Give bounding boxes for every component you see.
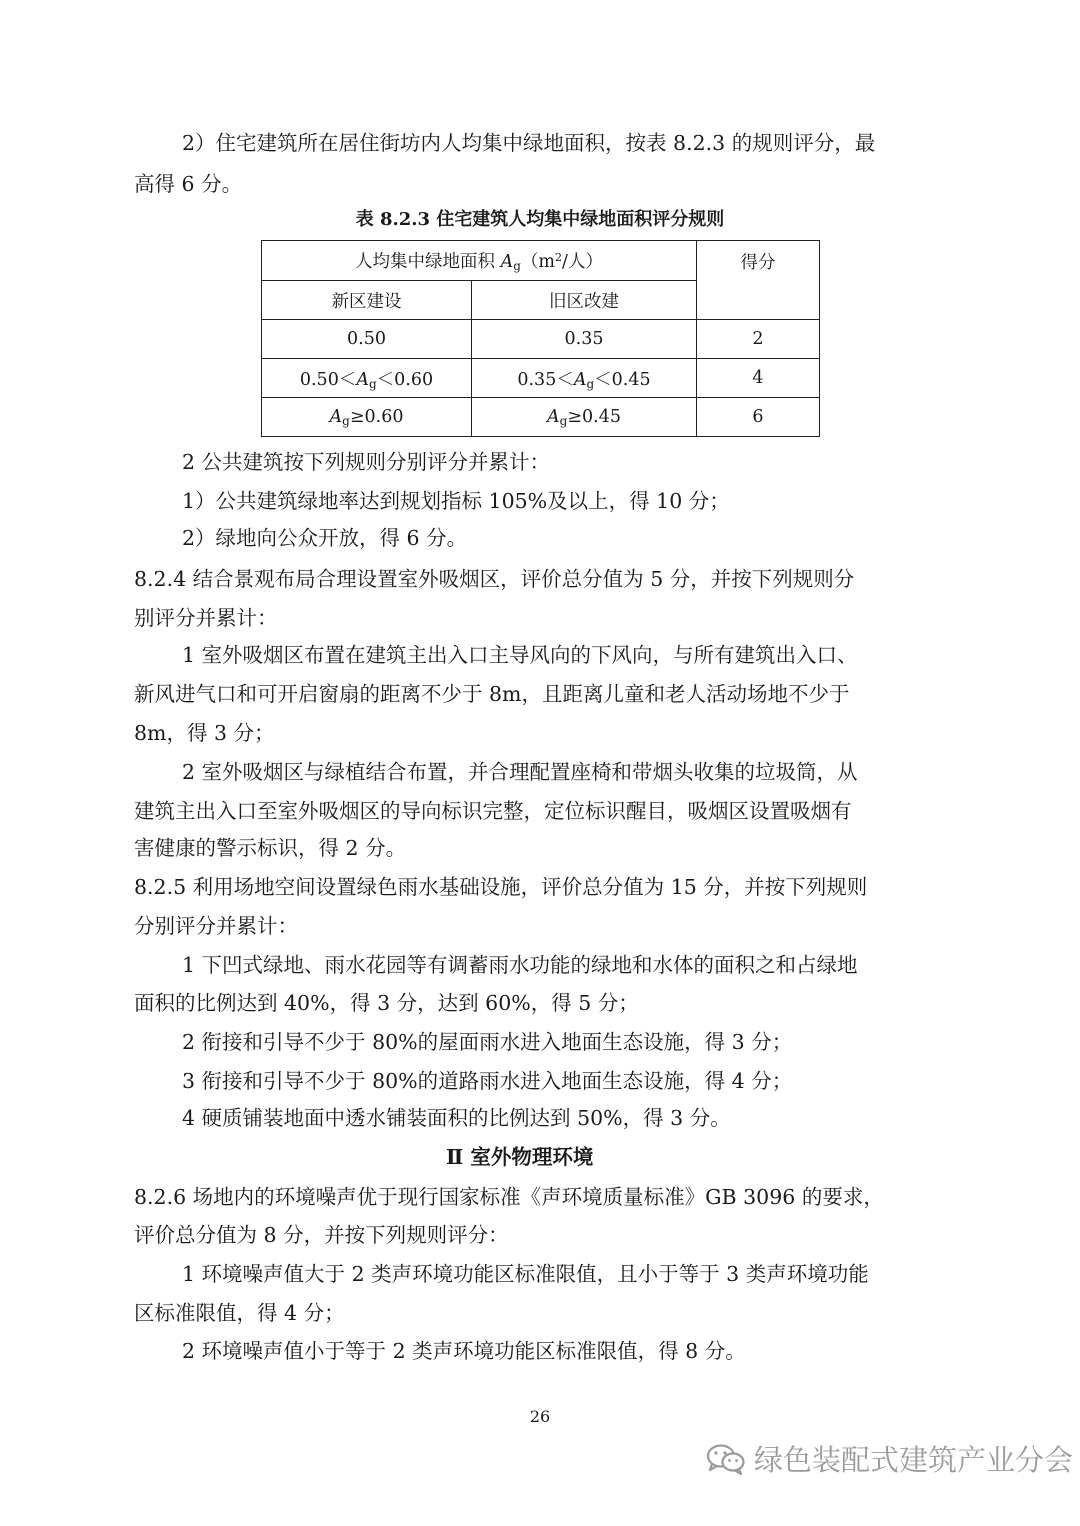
- table-cell: $A_g\ge 0.45$: [472, 398, 697, 437]
- table-row: [262, 398, 820, 437]
- paragraph-line: 2 公共建筑按下列规则分别评分并累计：: [182, 450, 551, 474]
- table-cell: $A_g\ge 0.60$: [262, 398, 472, 437]
- paragraph-line: 新风进气口和可开启窗扇的距离不少于 8m，且距离儿童和老人活动场地不少于: [134, 682, 850, 706]
- paragraph-line: 1 环境噪声值大于 2 类声环境功能区标准限值，且小于等于 3 类声环境功能: [182, 1262, 869, 1286]
- header-new-cell: 新区建设: [262, 281, 472, 320]
- section-heading: Ⅱ 室外物理环境: [446, 1145, 594, 1169]
- paragraph-line: 区标准限值，得 4 分；: [134, 1301, 345, 1325]
- table-cell: 0.50: [262, 320, 472, 359]
- paragraph-line: 8m，得 3 分；: [134, 721, 275, 745]
- header-old-cell: 旧区改建: [472, 281, 697, 320]
- paragraph-line: 分别评分并累计：: [134, 914, 298, 938]
- clause-heading: 8.2.4 结合景观布局合理设置室外吸烟区，评价总分值为 5 分，并按下列规则分: [134, 567, 855, 591]
- clause-heading: 8.2.6 场地内的环境噪声优于现行国家标准《声环境质量标准》GB 3096 的要求，: [134, 1185, 884, 1209]
- paragraph-line: 高得 6 分。: [134, 172, 243, 196]
- watermark-text: 绿色装配式建筑产业分会: [754, 1443, 1074, 1477]
- paragraph-line: 2）绿地向公众开放，得 6 分。: [182, 526, 468, 550]
- paragraph-line: 4 硬质铺装地面中透水铺装面积的比例达到 50%，得 3 分。: [182, 1106, 731, 1130]
- paragraph-line: 1）公共建筑绿地率达到规划指标 105%及以上，得 10 分；: [182, 489, 730, 513]
- paragraph-line: 2）住宅建筑所在居住街坊内人均集中绿地面积，按表 8.2.3 的规则评分，最: [182, 131, 876, 155]
- paragraph-line: 1 室外吸烟区布置在建筑主出入口主导风向的下风向，与所有建筑出入口、: [182, 643, 858, 667]
- table-cell: 2: [697, 320, 820, 359]
- table-caption: 表 8.2.3 住宅建筑人均集中绿地面积评分规则: [355, 209, 725, 230]
- paragraph-line: 评价总分值为 8 分，并按下列规则评分：: [134, 1223, 509, 1247]
- score-table: [261, 240, 820, 437]
- watermark: [706, 1438, 1073, 1479]
- page-number: 26: [529, 1407, 551, 1426]
- table-cell: $0.50<A_g<0.60$: [262, 359, 472, 398]
- header-area-cell: 人均集中绿地面积 $A_g(m^2/$人）: [262, 241, 697, 281]
- table-cell: $0.35<A_g<0.45$: [472, 359, 697, 398]
- table-cell: 6: [697, 398, 820, 437]
- paragraph-line: 别评分并累计：: [134, 606, 278, 630]
- header-score-cell: 得分: [697, 241, 820, 320]
- table-cell: 4: [697, 359, 820, 398]
- table-row: [262, 359, 820, 398]
- paragraph-line: 3 衔接和引导不少于 80%的道路雨水进入地面生态设施，得 4 分；: [182, 1069, 793, 1093]
- paragraph-line: 害健康的警示标识，得 2 分。: [134, 836, 407, 860]
- paragraph-line: 1 下凹式绿地、雨水花园等有调蓄雨水功能的绿地和水体的面积之和占绿地: [182, 953, 858, 977]
- table-cell: 0.35: [472, 320, 697, 359]
- paragraph-line: 2 室外吸烟区与绿植结合布置，并合理配置座椅和带烟头收集的垃圾筒，从: [182, 760, 858, 784]
- paragraph-line: 2 衔接和引导不少于 80%的屋面雨水进入地面生态设施，得 3 分；: [182, 1030, 793, 1054]
- paragraph-line: 2 环境噪声值小于等于 2 类声环境功能区标准限值，得 8 分。: [182, 1339, 746, 1363]
- wechat-icon: [706, 1443, 746, 1475]
- paragraph-line: 面积的比例达到 40%，得 3 分，达到 60%，得 5 分；: [134, 991, 639, 1015]
- table-row: [262, 320, 820, 359]
- paragraph-line: 建筑主出入口至室外吸烟区的导向标识完整，定位标识醒目，吸烟区设置吸烟有: [134, 799, 852, 823]
- clause-heading: 8.2.5 利用场地空间设置绿色雨水基础设施，评价总分值为 15 分，并按下列规则: [134, 875, 868, 899]
- table-header-row: [262, 241, 820, 281]
